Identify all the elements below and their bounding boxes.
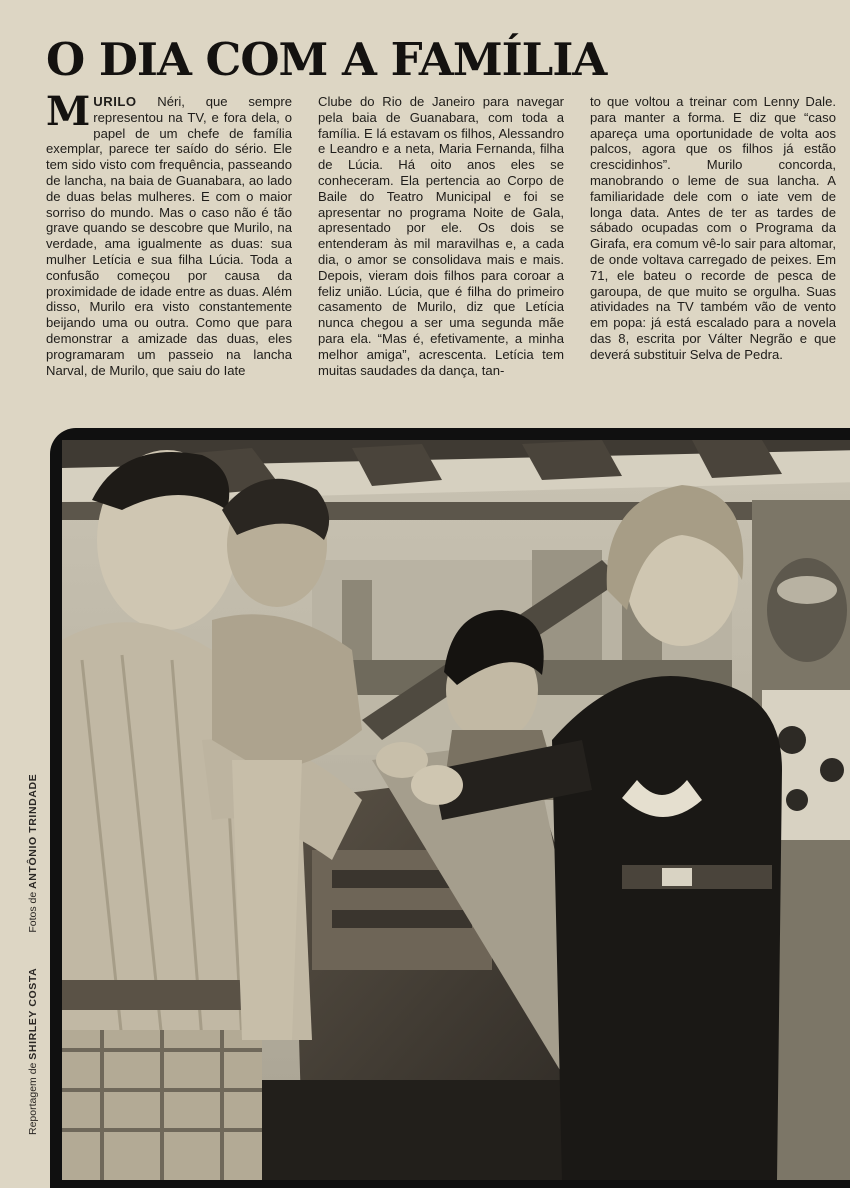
reporter-name: SHIRLEY COSTA bbox=[27, 967, 39, 1060]
family-photo-illustration bbox=[62, 440, 850, 1180]
article-column-1 bbox=[46, 94, 292, 412]
family-photo bbox=[62, 440, 850, 1180]
column-1-text: Néri, que sempre representou na TV, e fora dela, o papel de um chefe de família exemplar, parece ter saído do sério. Ele tem sido visto com frequência, passeando de lancha, na baia de Guanabara, ao lado de duas belas mulheres. E com o maior sorriso do mundo. Mas o caso não é tão grave quando se descobre que Murilo, na verdade, ama igualmente as duas: sua mulher Letícia e sua filha Lúcia. Toda a confusão começou por causa da proximidade de idade entre as duas. Além disso, Murilo era visto constantemente beijando uma ou outra. Como que para demonstrar a amizade das duas, eles programaram um passeio na lancha Narval, de Murilo, que saiu do Iate bbox=[46, 94, 292, 378]
article-column-3: to que voltou a treinar com Lenny Dale. para manter a forma. E diz que “caso apareça uma oportunidade de volta aos palcos, agora que os filhos já estão crescidinhos”. Murilo concorda, manobrando o leme de sua lancha. A familiaridade dele com o iate vem de longa data. Antes de ter as tardes de sábado ocupadas com o Programa da Girafa, era comum vê-lo sair para altomar, de onde voltava carregado de peixes. Em 71, ele bateu o recorde de pesca de garoupa, de que muito se orgulha. Suas atividades na TV também vão de vento em popa: já está escalado para a novela das 8, escrita por Válter Negrão e que deverá substituir Selva de Pedra. bbox=[590, 94, 836, 362]
photo-credit bbox=[24, 755, 42, 1135]
photographer-name: ANTÔNIO TRINDADE bbox=[27, 773, 39, 889]
article-title: O DIA COM A FAMÍLIA bbox=[46, 33, 607, 86]
lead-word: URILO bbox=[93, 94, 137, 109]
drop-cap: M bbox=[46, 94, 91, 135]
article-column-2: Clube do Rio de Janeiro para navegar pela baia de Guanabara, com toda a família. E lá estavam os filhos, Alessandro e Leandro e a neta, Maria Fernanda, filha de Lúcia. Há oito anos eles se conheceram. Ela pertencia ao Corpo de Baile do Teatro Municipal e foi se apresentar no programa Noite de Gala, apresentado por ele. Os dois se entenderam às mil maravilhas e, a cada dia, o amor se consolidava mais e mais. Depois, vieram dois filhos para coroar a feliz união. Lúcia, que é filha do primeiro casamento de Murilo, diz que Letícia nunca chegou a ser uma segunda mãe para ela. “Mas é, efetivamente, a minha melhor amiga”, acrescenta. Letícia tem muitas saudades da dança, tan- bbox=[318, 94, 564, 378]
photo-credit-prefix: Fotos de bbox=[27, 888, 39, 933]
article-body bbox=[46, 94, 836, 412]
report-credit-prefix: Reportagem de bbox=[27, 1059, 39, 1135]
